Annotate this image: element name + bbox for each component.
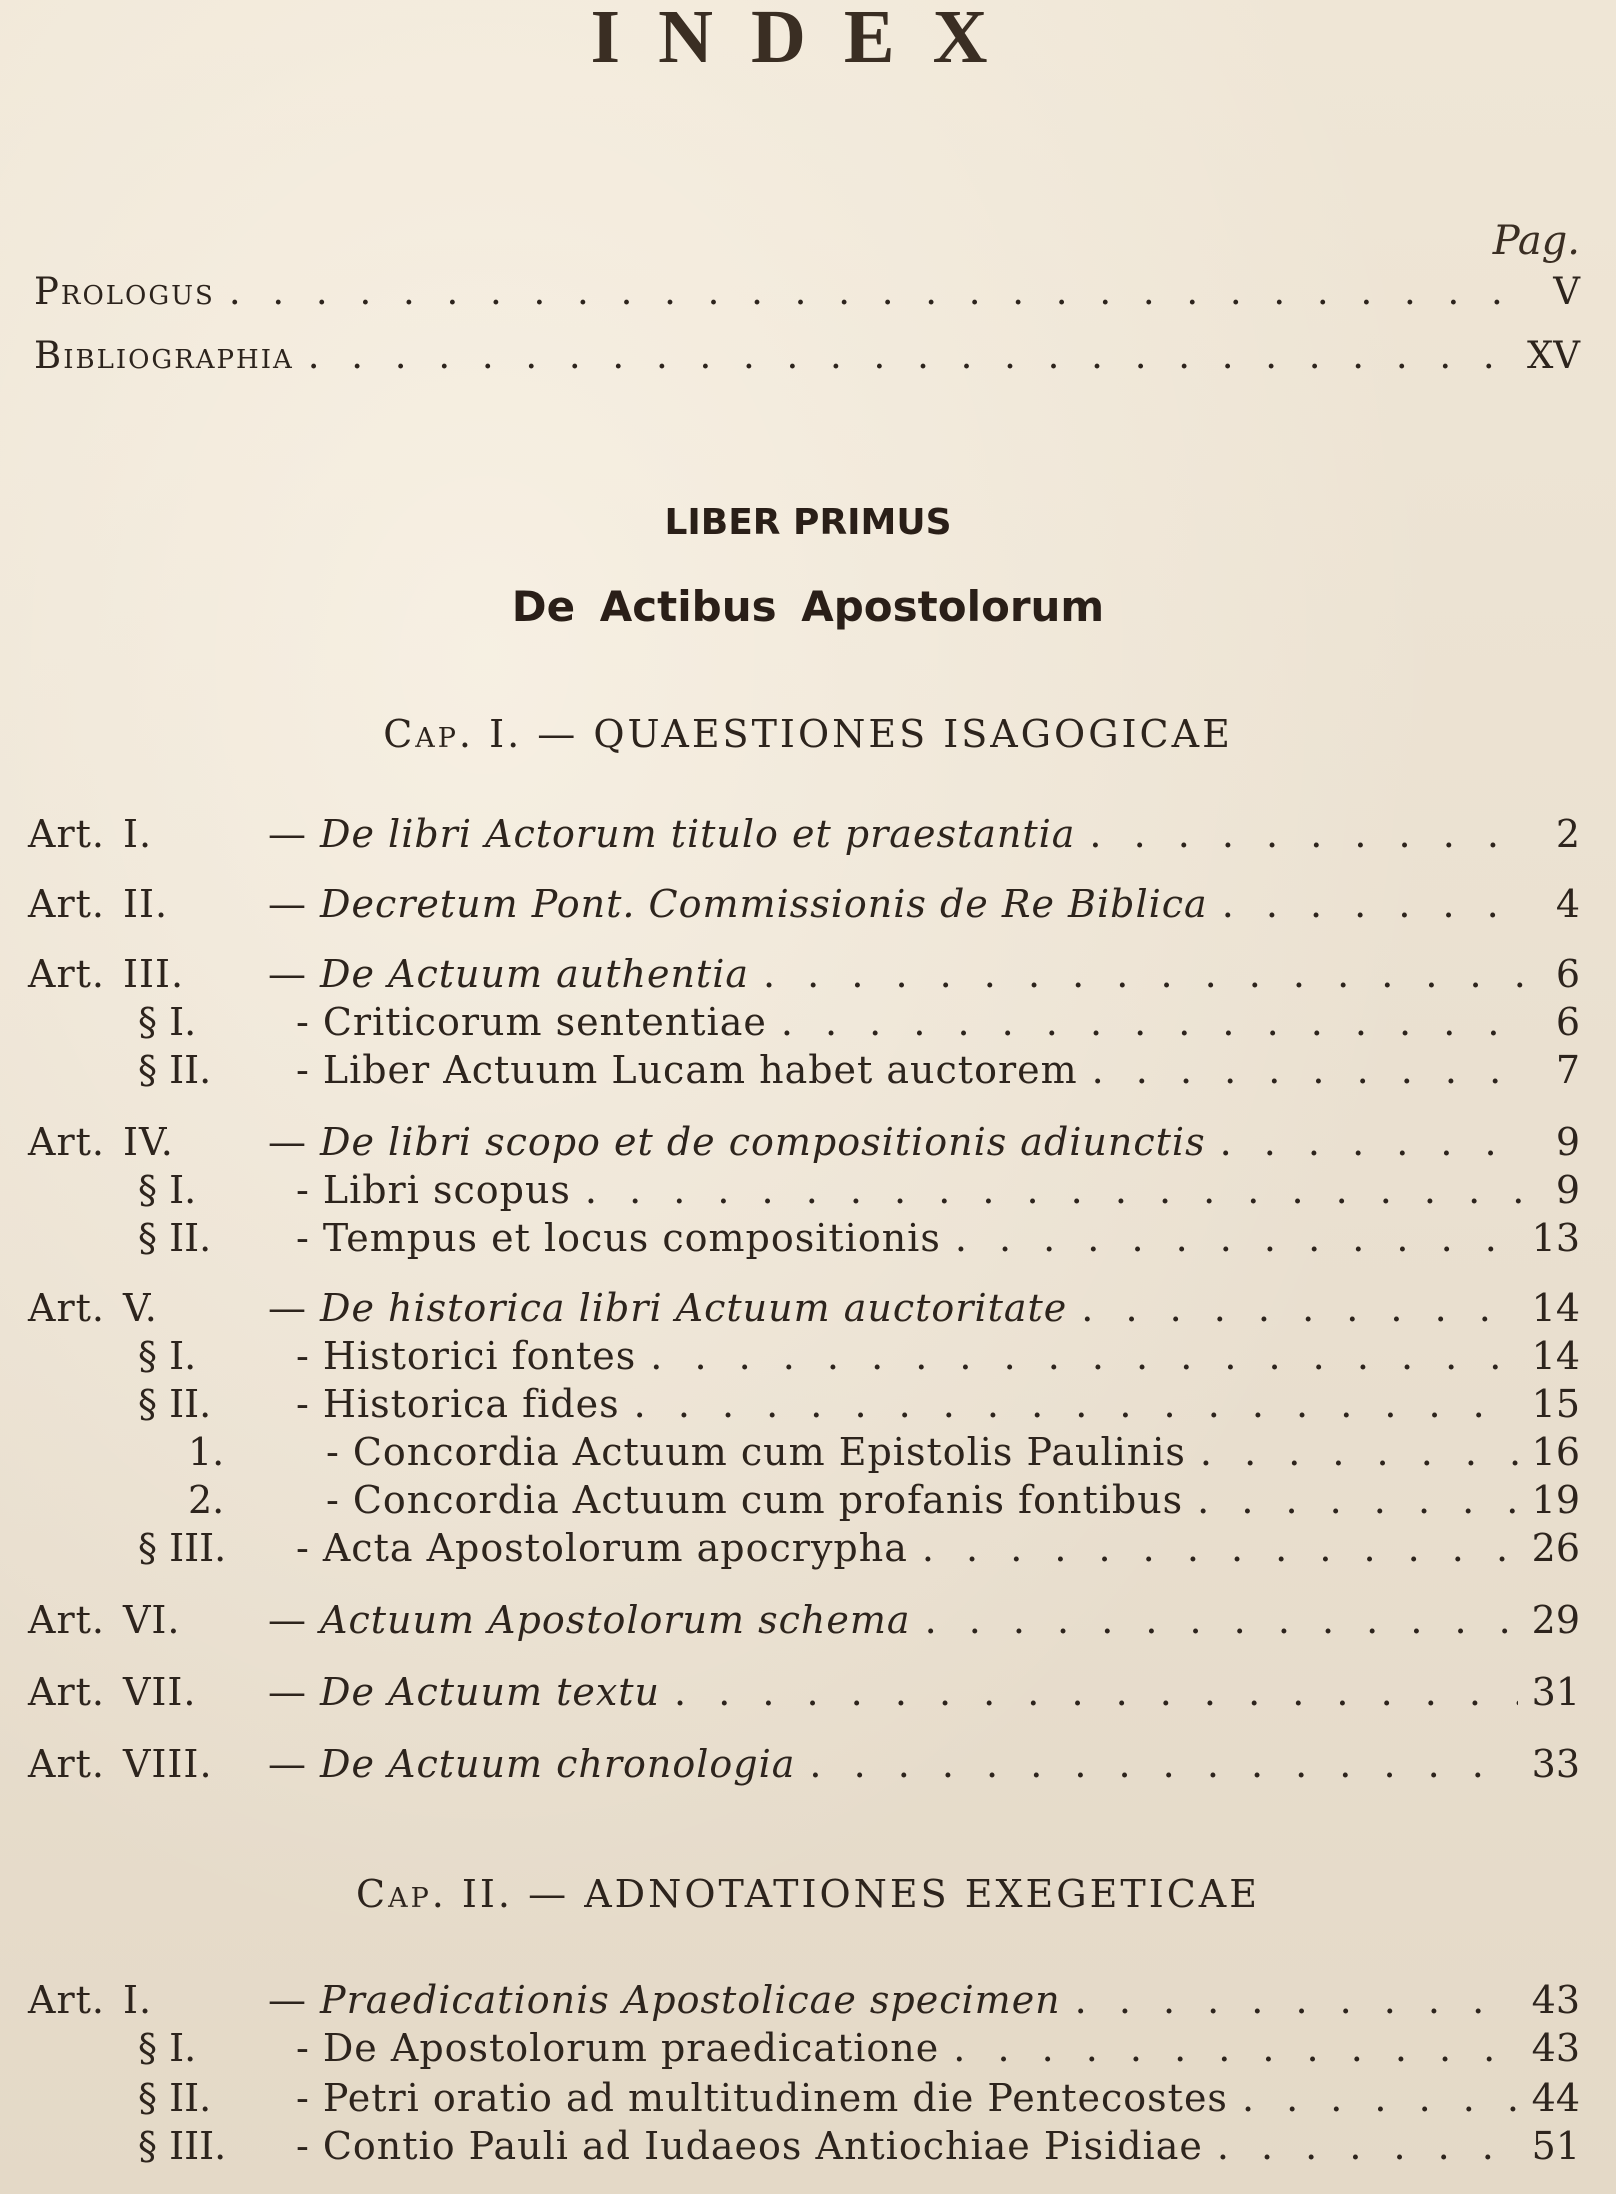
section-mark: § I. bbox=[138, 2026, 197, 2070]
entry-title: De Actuum textu bbox=[320, 1670, 661, 1714]
toc-entry[interactable] bbox=[28, 2124, 1580, 2168]
article-label: Art. bbox=[28, 812, 105, 856]
entry-page: 4 bbox=[1555, 882, 1580, 926]
em-dash: — bbox=[268, 1286, 306, 1330]
entry-title: Libri scopus bbox=[322, 1168, 571, 1212]
section-mark: § II. bbox=[138, 1216, 212, 1260]
entry-title: De Actuum authentia bbox=[320, 952, 750, 996]
section-mark: § II. bbox=[138, 2076, 212, 2120]
leader-dots bbox=[1081, 1286, 1517, 1330]
entry-page: 31 bbox=[1531, 1670, 1580, 1714]
article-label: Art. bbox=[28, 1598, 105, 1642]
article-roman: III. bbox=[122, 952, 185, 996]
leader-dots bbox=[1242, 2076, 1518, 2120]
article-label: Art. bbox=[28, 1286, 105, 1330]
article-label: Art. bbox=[28, 1742, 105, 1786]
leader-dots bbox=[925, 1598, 1518, 1642]
chapter-heading-1 bbox=[0, 712, 1616, 756]
section-mark: § I. bbox=[138, 1000, 197, 1044]
entry-page: 43 bbox=[1531, 2026, 1580, 2070]
leader-dots bbox=[1092, 1048, 1526, 1092]
entry-page: 6 bbox=[1555, 952, 1580, 996]
leader-dots bbox=[585, 1168, 1526, 1212]
hyphen: - bbox=[296, 1382, 309, 1426]
leader-dots bbox=[955, 1216, 1518, 1260]
entry-page: 7 bbox=[1555, 1048, 1580, 1092]
entry-title: De Actuum chronologia bbox=[320, 1742, 796, 1786]
entry-title: Acta Apostolorum apocrypha bbox=[322, 1526, 908, 1570]
entry-title: Actuum Apostolorum schema bbox=[320, 1598, 911, 1642]
leader-dots bbox=[229, 270, 1526, 313]
hyphen: - bbox=[296, 1048, 309, 1092]
front-entry-label: Bibliographia bbox=[34, 334, 294, 377]
hyphen: - bbox=[326, 1478, 339, 1522]
article-label: Art. bbox=[28, 1670, 105, 1714]
article-label: Art. bbox=[28, 952, 105, 996]
page-column-label: Pag. bbox=[1492, 218, 1580, 264]
leader-dots bbox=[781, 1000, 1526, 1044]
entry-title: Petri oratio ad multitudinem die Pentecostes bbox=[322, 2076, 1228, 2120]
em-dash: — bbox=[268, 812, 306, 856]
front-entry-prologus[interactable] bbox=[34, 270, 1580, 313]
article-number bbox=[28, 1120, 268, 1164]
entry-title: Contio Pauli ad Iudaeos Antiochiae Pisidiae bbox=[322, 2124, 1203, 2168]
toc-entry[interactable] bbox=[28, 1978, 1580, 2022]
entry-page: 19 bbox=[1531, 1478, 1580, 1522]
em-dash: — bbox=[268, 952, 306, 996]
leader-dots bbox=[1220, 1120, 1526, 1164]
toc-entry[interactable] bbox=[28, 1168, 1580, 1212]
hyphen: - bbox=[296, 2124, 309, 2168]
entry-page: 33 bbox=[1531, 1742, 1580, 1786]
entry-page: 9 bbox=[1555, 1120, 1580, 1164]
front-entry-bibliographia[interactable] bbox=[34, 334, 1580, 377]
entry-title: Praedicationis Apostolicae specimen bbox=[320, 1978, 1061, 2022]
toc-entry[interactable] bbox=[28, 1478, 1580, 1522]
entry-title: Criticorum sententiae bbox=[322, 1000, 767, 1044]
toc-entry[interactable] bbox=[28, 1048, 1580, 1092]
hyphen: - bbox=[296, 1168, 309, 1212]
article-number bbox=[28, 1670, 268, 1714]
liber-title: LIBER PRIMUS bbox=[664, 502, 952, 543]
toc-entry[interactable] bbox=[28, 1430, 1580, 1474]
chapter-title: — ADNOTATIONES EXEGETICAE bbox=[528, 1872, 1260, 1916]
leader-dots bbox=[650, 1334, 1517, 1378]
section-mark: § I. bbox=[138, 1334, 197, 1378]
article-number bbox=[28, 1598, 268, 1642]
article-roman: I. bbox=[122, 812, 153, 856]
hyphen: - bbox=[326, 1430, 339, 1474]
section-mark: § II. bbox=[138, 1048, 212, 1092]
article-roman: V. bbox=[122, 1286, 158, 1330]
entry-title: De libri scopo et de compositionis adiunctis bbox=[320, 1120, 1206, 1164]
hyphen: - bbox=[296, 2076, 309, 2120]
toc-entry[interactable] bbox=[28, 1216, 1580, 1260]
chapter-prefix: Cap. II. bbox=[356, 1872, 514, 1916]
chapter-prefix: Cap. I. bbox=[383, 712, 523, 756]
toc-entry[interactable] bbox=[28, 1670, 1580, 1714]
leader-dots bbox=[922, 1526, 1518, 1570]
front-entry-page: V bbox=[1553, 270, 1580, 313]
leader-dots bbox=[308, 334, 1513, 377]
front-entry-page: XV bbox=[1526, 334, 1580, 377]
entry-page: 51 bbox=[1531, 2124, 1580, 2168]
entry-page: 29 bbox=[1531, 1598, 1580, 1642]
entry-page: 15 bbox=[1531, 1382, 1580, 1426]
leader-dots bbox=[763, 952, 1526, 996]
entry-page: 43 bbox=[1531, 1978, 1580, 2022]
toc-entry[interactable] bbox=[28, 1120, 1580, 1164]
entry-page: 44 bbox=[1531, 2076, 1580, 2120]
hyphen: - bbox=[296, 1216, 309, 1260]
article-label: Art. bbox=[28, 882, 105, 926]
hyphen: - bbox=[296, 2026, 309, 2070]
entry-page: 26 bbox=[1531, 1526, 1580, 1570]
toc-entry[interactable] bbox=[28, 2076, 1580, 2120]
entry-page: 16 bbox=[1531, 1430, 1580, 1474]
toc-entry[interactable] bbox=[28, 1334, 1580, 1378]
page-title: INDEX bbox=[590, 0, 1026, 79]
hyphen: - bbox=[296, 1526, 309, 1570]
leader-dots bbox=[674, 1670, 1518, 1714]
section-mark: § II. bbox=[138, 1382, 212, 1426]
entry-page: 9 bbox=[1555, 1168, 1580, 1212]
entry-title: De historica libri Actuum auctoritate bbox=[320, 1286, 1068, 1330]
leader-dots bbox=[809, 1742, 1517, 1786]
article-number bbox=[28, 882, 268, 926]
article-number bbox=[28, 952, 268, 996]
entry-title: Liber Actuum Lucam habet auctorem bbox=[322, 1048, 1078, 1092]
article-number bbox=[28, 1978, 268, 2022]
leader-dots bbox=[1075, 1978, 1518, 2022]
em-dash: — bbox=[268, 1670, 306, 1714]
entry-title: De libri Actorum titulo et praestantia bbox=[320, 812, 1076, 856]
entry-title: Concordia Actuum cum Epistolis Paulinis bbox=[352, 1430, 1186, 1474]
entry-page: 14 bbox=[1531, 1286, 1580, 1330]
em-dash: — bbox=[268, 1742, 306, 1786]
article-number bbox=[28, 1742, 268, 1786]
toc-entry[interactable] bbox=[28, 1598, 1580, 1642]
subsection-mark: 2. bbox=[188, 1478, 225, 1522]
em-dash: — bbox=[268, 1120, 306, 1164]
article-roman: I. bbox=[122, 1978, 153, 2022]
chapter-heading-2 bbox=[0, 1872, 1616, 1916]
em-dash: — bbox=[268, 1978, 306, 2022]
entry-title: Decretum Pont. Commissionis de Re Biblica bbox=[320, 882, 1208, 926]
leader-dots bbox=[1200, 1430, 1518, 1474]
entry-page: 2 bbox=[1555, 812, 1580, 856]
em-dash: — bbox=[268, 1598, 306, 1642]
leader-dots bbox=[1217, 2124, 1518, 2168]
article-roman: II. bbox=[122, 882, 169, 926]
entry-title: Historica fides bbox=[322, 1382, 620, 1426]
leader-dots bbox=[634, 1382, 1518, 1426]
toc-entry[interactable] bbox=[28, 1286, 1580, 1330]
toc-entry[interactable] bbox=[28, 1526, 1580, 1570]
toc-entry[interactable] bbox=[28, 1742, 1580, 1786]
toc-entry[interactable] bbox=[28, 1000, 1580, 1044]
entry-page: 13 bbox=[1531, 1216, 1580, 1260]
toc-entry[interactable] bbox=[28, 952, 1580, 996]
article-label: Art. bbox=[28, 1978, 105, 2022]
entry-title: Concordia Actuum cum profanis fontibus bbox=[352, 1478, 1184, 1522]
section-mark: § III. bbox=[138, 1526, 227, 1570]
toc-entry[interactable] bbox=[28, 2026, 1580, 2070]
front-entry-label: Prologus bbox=[34, 270, 215, 313]
leader-dots bbox=[1089, 812, 1526, 856]
liber-subtitle: De Actibus Apostolorum bbox=[511, 582, 1105, 631]
toc-entry[interactable] bbox=[28, 882, 1580, 926]
section-mark: § I. bbox=[138, 1168, 197, 1212]
toc-entry[interactable] bbox=[28, 812, 1580, 856]
chapter-title: — QUAESTIONES ISAGOGICAE bbox=[537, 712, 1233, 756]
toc-entry[interactable] bbox=[28, 1382, 1580, 1426]
article-label: Art. bbox=[28, 1120, 105, 1164]
entry-title: Historici fontes bbox=[322, 1334, 637, 1378]
article-roman: VII. bbox=[122, 1670, 197, 1714]
entry-title: De Apostolorum praedicatione bbox=[322, 2026, 940, 2070]
leader-dots bbox=[1222, 882, 1526, 926]
em-dash: — bbox=[268, 882, 306, 926]
subsection-mark: 1. bbox=[188, 1430, 225, 1474]
leader-dots bbox=[953, 2026, 1517, 2070]
article-roman: IV. bbox=[122, 1120, 174, 1164]
article-number bbox=[28, 1286, 268, 1330]
hyphen: - bbox=[296, 1000, 309, 1044]
entry-title: Tempus et locus compositionis bbox=[322, 1216, 941, 1260]
leader-dots bbox=[1197, 1478, 1517, 1522]
article-number bbox=[28, 812, 268, 856]
article-roman: VIII. bbox=[122, 1742, 213, 1786]
section-mark: § III. bbox=[138, 2124, 227, 2168]
entry-page: 14 bbox=[1531, 1334, 1580, 1378]
hyphen: - bbox=[296, 1334, 309, 1378]
article-roman: VI. bbox=[122, 1598, 181, 1642]
entry-page: 6 bbox=[1555, 1000, 1580, 1044]
